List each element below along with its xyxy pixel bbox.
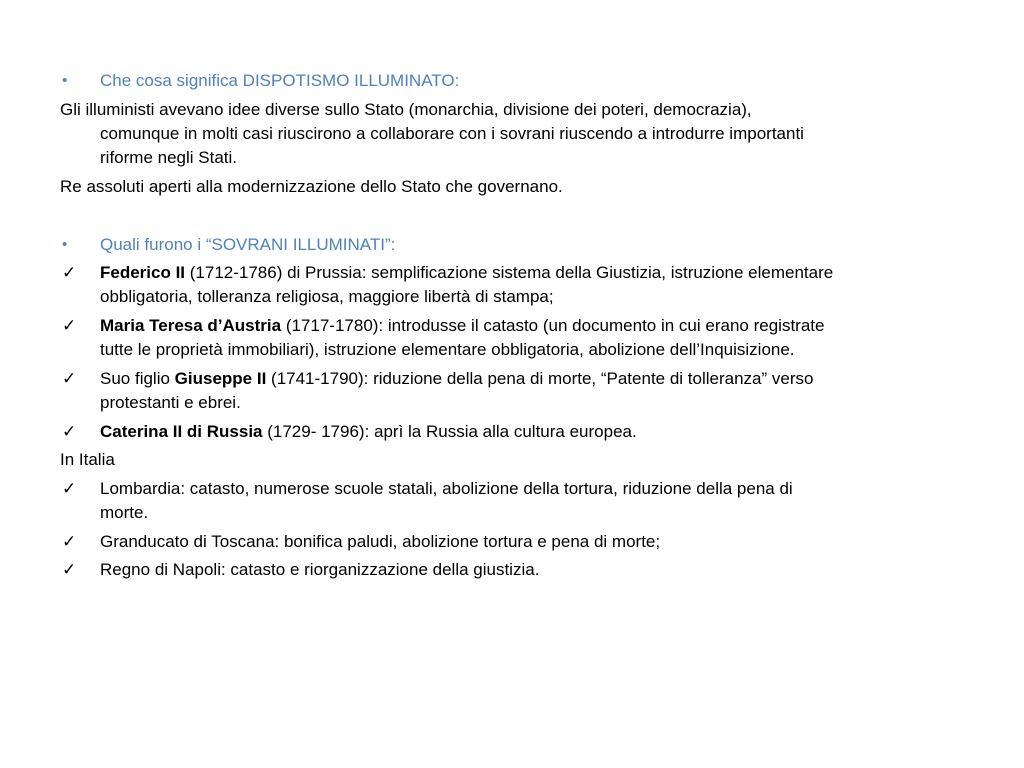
checkmark-icon: ✓ — [62, 316, 77, 335]
list-item-maria-teresa-line2: tutte le proprietà immobiliari), istruzione elementare obbligatoria, abolizione dell’Inquisizione. — [100, 340, 795, 359]
heading-in-italia: In Italia — [60, 450, 115, 469]
paragraph-re-assoluti: Re assoluti aperti alla modernizzazione dello Stato che governano. — [60, 177, 563, 196]
sovereign-text: (1717-1780): introdusse il catasto (un documento in cui erano registrate — [281, 316, 825, 335]
bullet-dot-icon: • — [62, 236, 68, 253]
list-item-lombardia-line1: Lombardia: catasto, numerose scuole statali, abolizione della tortura, riduzione della pena di — [100, 479, 793, 498]
paragraph-illuministi-line1: Gli illuministi avevano idee diverse sullo Stato (monarchia, divisione dei poteri, democrazia), — [60, 100, 752, 119]
sovereign-prefix: Suo figlio — [100, 369, 175, 388]
sovereign-text: (1712-1786) di Prussia: semplificazione sistema della Giustizia, istruzione elementare — [185, 263, 834, 282]
list-item-maria-teresa-line1 — [100, 314, 1015, 338]
sovereign-name: Caterina II di Russia — [100, 422, 263, 441]
list-item-caterina — [100, 420, 1015, 444]
bullet-dot-icon: • — [62, 72, 68, 89]
list-item-giuseppe-line1 — [100, 367, 1015, 391]
paragraph-illuministi-line3: riforme negli Stati. — [100, 148, 237, 167]
list-item-lombardia-line2: morte. — [100, 503, 149, 522]
list-item-federico-line1 — [100, 261, 1015, 285]
list-item-toscana: Granducato di Toscana: bonifica paludi, abolizione tortura e pena di morte; — [100, 532, 661, 551]
sovereign-text: (1741-1790): riduzione della pena di morte, “Patente di tolleranza” verso — [266, 369, 814, 388]
checkmark-icon: ✓ — [62, 369, 77, 388]
sovereign-name: Maria Teresa d’Austria — [100, 316, 282, 335]
list-item-giuseppe-line2: protestanti e ebrei. — [100, 393, 241, 412]
checkmark-icon: ✓ — [62, 263, 77, 282]
sovereign-text: (1729- 1796): aprì la Russia alla cultura europea. — [262, 422, 637, 441]
checkmark-icon: ✓ — [62, 560, 77, 579]
sovereign-name: Federico II — [100, 263, 186, 282]
checkmark-icon: ✓ — [62, 532, 77, 551]
list-item-federico-line2: obbligatoria, tolleranza religiosa, maggiore libertà di stampa; — [100, 287, 554, 306]
sovereign-name: Giuseppe II — [174, 369, 267, 388]
list-item-napoli: Regno di Napoli: catasto e riorganizzazione della giustizia. — [100, 560, 540, 579]
question-sovrani: Quali furono i “SOVRANI ILLUMINATI”: — [100, 235, 396, 254]
question-despotism: Che cosa significa DISPOTISMO ILLUMINATO: — [100, 71, 460, 90]
checkmark-icon: ✓ — [62, 479, 77, 498]
paragraph-illuministi-line2: comunque in molti casi riuscirono a collaborare con i sovrani riuscendo a introdurre importanti — [100, 124, 804, 143]
checkmark-icon: ✓ — [62, 422, 77, 441]
